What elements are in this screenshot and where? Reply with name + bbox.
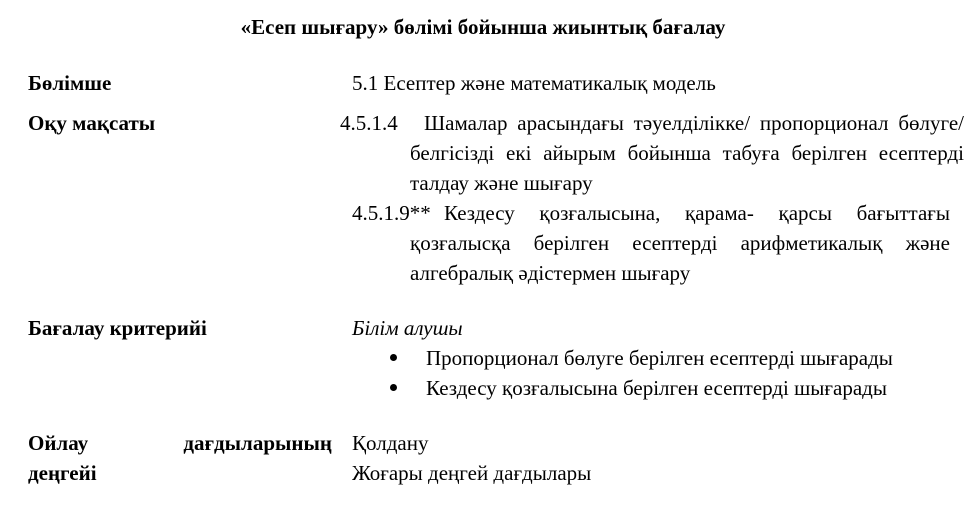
criteria-list bbox=[386, 343, 893, 403]
objective-item bbox=[340, 108, 964, 198]
bullet-icon bbox=[390, 384, 397, 391]
objective-text bbox=[410, 198, 950, 288]
thinking-label-line: деңгейі bbox=[28, 461, 97, 485]
thinking-value: Қолдану bbox=[352, 431, 429, 455]
objective-code: 4.5.1.4 bbox=[340, 111, 398, 135]
list-item bbox=[386, 343, 893, 373]
criteria-item-text: Пропорционал бөлуге берілген есептерді шығарады bbox=[426, 346, 893, 370]
thinking-label-word: Ойлау bbox=[28, 431, 89, 455]
thinking-value: Жоғары деңгей дағдылары bbox=[352, 461, 592, 485]
thinking-values bbox=[352, 428, 591, 488]
thinking-label-word: дағдыларының bbox=[183, 431, 332, 455]
objective-text bbox=[410, 108, 964, 198]
objective-text-content: Кездесу қозғалысына, қарама- қарсы бағыттағы қозғалысқа берілген есептерді арифметикалық және алгебралық әдістермен шығару bbox=[410, 201, 950, 285]
criteria-item-text: Кездесу қозғалысына берілген есептерді шығарады bbox=[426, 376, 887, 400]
objective-item bbox=[352, 198, 964, 288]
section-value: 5.1 Есептер және математикалық модель bbox=[352, 71, 716, 95]
thinking-label bbox=[28, 428, 332, 488]
objectives-label: Оқу мақсаты bbox=[28, 111, 156, 135]
criteria-label: Бағалау критерийі bbox=[28, 316, 207, 340]
objective-text-content: Шамалар арасындағы тәуелділікке/ пропорционал бөлуге/ белгісізді екі айырым бойынша табуға берілген есептерді талдау және шығару bbox=[410, 111, 964, 195]
list-item bbox=[386, 373, 893, 403]
objective-code: 4.5.1.9** bbox=[352, 201, 431, 225]
section-label: Бөлімше bbox=[28, 71, 112, 95]
criteria-intro: Білім алушы bbox=[352, 316, 463, 340]
page-title: «Есеп шығару» бөлімі бойынша жиынтық бағалау bbox=[240, 15, 726, 39]
bullet-icon bbox=[390, 354, 397, 361]
